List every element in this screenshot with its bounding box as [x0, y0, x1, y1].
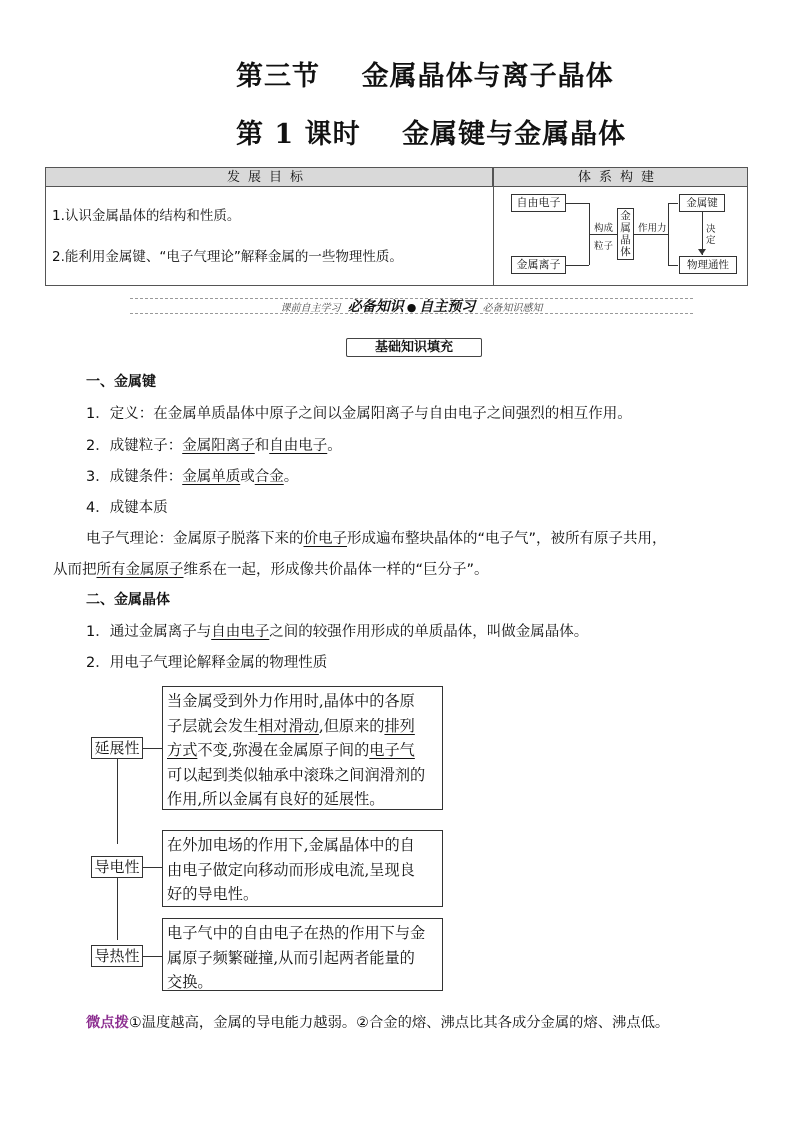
band-left: 课前自主学习 [280, 303, 341, 314]
sec1-item1: 1．定义：在金属单质晶体中原子之间以金属阳离子与自由电子之间强烈的相互作用。 [86, 406, 632, 422]
goal-2: 2.能利用金属键、“电子气理论”解释金属的一些物理性质。 [52, 249, 403, 265]
goals-table [45, 167, 748, 286]
prop-label-conductivity: 导电性 [91, 856, 143, 878]
free-electron-box: 自由电子 [511, 194, 566, 212]
prop-label-thermal: 导热性 [91, 945, 143, 967]
sec2-item1: 1．通过金属离子与自由电子之间的较强作用形成的单质晶体，叫做金属晶体。 [86, 624, 589, 640]
electron-gas-para-line1: 电子气理论：金属原子脱落下来的价电子形成遍布整块晶体的“电子气”，被所有原子共用， [86, 531, 667, 547]
prop-box-thermal: 电子气中的自由电子在热的作用下与金 属原子频繁碰撞,从而引起两者能量的 交换。 [162, 918, 443, 991]
section-title: 第三节 金属晶体与离子晶体 [236, 61, 614, 92]
sec1-item3: 3．成键条件：金属单质或合金。 [86, 469, 299, 485]
sec1-heading: 一、金属键 [86, 374, 156, 390]
sec2-item2: 2．用电子气理论解释金属的物理性质 [86, 655, 328, 671]
metal-ion-box: 金属离子 [511, 256, 566, 274]
prop-box-ductility: 当金属受到外力作用时,晶体中的各原 子层就会发生相对滑动,但原来的排列 方式不变,弥漫在金属原子间的电子气 可以起到类似轴承中滚珠之间润滑剂的 作用,所以金属有良好的延展性。 [162, 686, 443, 810]
decide-label: 决定 [706, 224, 716, 246]
tip-text: ①温度越高，金属的导电能力越弱。②合金的熔、沸点比其各成分金属的熔、沸点低。 [128, 1015, 670, 1031]
metal-crystal-box: 金属晶体 [617, 208, 634, 260]
prop-box-conductivity: 在外加电场的作用下,金属晶体中的自 由电子做定向移动而形成电流,呈现良 好的导电性。 [162, 830, 443, 907]
band-right: 必备知识感知 [482, 303, 543, 314]
physical-prop-box: 物理通性 [679, 256, 737, 274]
constitute-label: 构成 [594, 223, 614, 234]
particle-label: 粒子 [594, 241, 614, 252]
sec1-item2: 2．成键粒子：金属阳离子和自由电子。 [86, 438, 342, 454]
electron-gas-para-line2: 从而把所有金属原子维系在一起，形成像共价晶体一样的“巨分子”。 [53, 562, 489, 578]
prop-label-ductility: 延展性 [91, 737, 143, 759]
band-main-2: 自主预习 [419, 299, 476, 315]
interaction-label: 作用力 [638, 223, 667, 234]
structure-header: 体系构建 [493, 168, 747, 187]
metal-bond-box: 金属键 [679, 194, 725, 212]
band-main-1: 必备知识 [347, 299, 404, 315]
goals-header: 发展目标 [46, 168, 493, 187]
sec2-heading: 二、金属晶体 [86, 592, 170, 608]
tip-line [86, 1012, 669, 1032]
basic-knowledge-pill: 基础知识填充 [346, 338, 482, 357]
tip-label: 微点拨 [86, 1015, 129, 1031]
section-band: 课前自主学习 必备知识 ● 自主预习 必备知识感知 [130, 298, 693, 313]
lesson-title: 第 1 课时 金属键与金属晶体 [236, 119, 627, 150]
sec1-item4: 4．成键本质 [86, 500, 168, 516]
concept-diagram [501, 190, 745, 282]
goal-1: 1.认识金属晶体的结构和性质。 [52, 208, 241, 224]
